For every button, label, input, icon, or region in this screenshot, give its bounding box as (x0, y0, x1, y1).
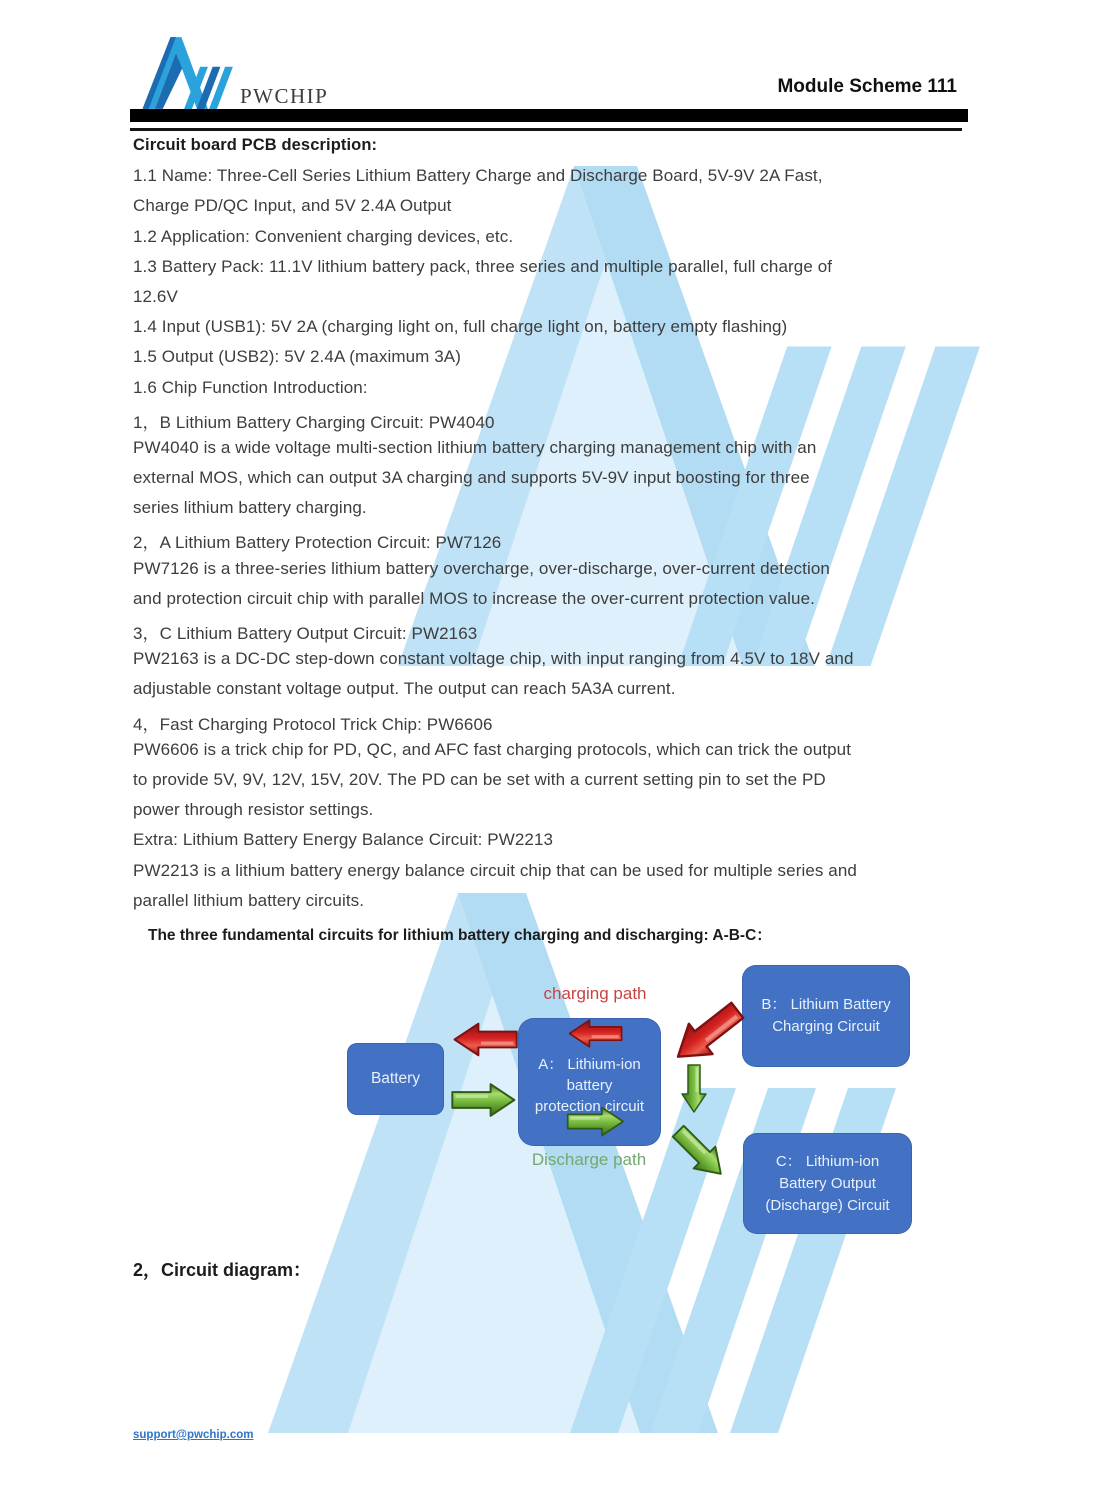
pcb-description-text (133, 136, 857, 921)
body-text-line: 1.4 Input (USB1): 5V 2A (charging light on, full charge light on, battery empty flashing) (133, 317, 788, 337)
red-charge-arrow-to-battery-icon (449, 1021, 521, 1058)
green-discharge-arrow-in-a-icon (564, 1105, 628, 1138)
body-text-line: power through resistor settings. (133, 800, 374, 820)
green-discharge-arrow-battery-to-a-icon (451, 1078, 517, 1122)
body-text-line: 1.5 Output (USB2): 5V 2.4A (maximum 3A) (133, 347, 461, 367)
body-text-line: 1.1 Name: Three-Cell Series Lithium Battery Charge and Discharge Board, 5V-9V 2A Fast, (133, 166, 823, 186)
document-title: Module Scheme 111 (777, 76, 957, 97)
charging-circuit-box (742, 965, 910, 1067)
body-text-line: Extra: Lithium Battery Energy Balance Circuit: PW2213 (133, 830, 554, 850)
body-text-line: 3，C Lithium Battery Output Circuit: PW2163 (133, 624, 478, 643)
body-text-line: 1.3 Battery Pack: 11.1V lithium battery pack, three series and multiple parallel, full charge of (133, 256, 833, 276)
c-box-line: (Discharge) Circuit (765, 1196, 890, 1214)
body-text-line: Charge PD/QC Input, and 5V 2.4A Output (133, 196, 452, 216)
output-circuit-box (743, 1133, 912, 1234)
c-box-line: Battery Output (779, 1174, 876, 1192)
pwchip-logo-icon (138, 34, 242, 112)
support-email-link[interactable]: support@pwchip.com (133, 1429, 254, 1441)
a-box-line: protection circuit (534, 1098, 645, 1115)
body-text-line: series lithium battery charging. (133, 498, 367, 518)
body-text-line: 1，B Lithium Battery Charging Circuit: PW4040 (133, 412, 495, 432)
red-charge-arrow-in-a-icon (566, 1018, 624, 1049)
body-text-line: parallel lithium battery circuits. (133, 890, 365, 910)
body-text-line: PW4040 is a wide voltage multi-section lithium battery charging management chip with an (133, 437, 817, 457)
body-text-line: and protection circuit chip with parallel MOS to increase the over-current protection value. (133, 588, 815, 608)
b-box-line: B： Lithium Battery (761, 996, 891, 1013)
body-text-line: 1.6 Chip Function Introduction: (133, 377, 368, 397)
body-text-line: PW6606 is a trick chip for PD, QC, and AFC fast charging protocols, which can trick the output (133, 739, 852, 759)
battery-box (347, 1043, 444, 1115)
body-text-line: 2，A Lithium Battery Protection Circuit: PW7126 (133, 533, 502, 553)
body-text-line: PW2213 is a lithium battery energy balance circuit chip that can be used for multiple series and (133, 860, 857, 880)
body-text-line: PW2163 is a DC-DC step-down constant voltage chip, with input ranging from 4.5V to 18V and (133, 649, 854, 669)
a-box-line: battery (566, 1077, 613, 1094)
green-discharge-arrow-down-icon (677, 1064, 711, 1114)
body-text-line: PW7126 is a three-series lithium battery overcharge, over-discharge, over-current detection (133, 558, 830, 578)
c-box-line: C： Lithium-ion (775, 1152, 880, 1170)
a-box-line: A： Lithium-ion (538, 1056, 641, 1073)
body-text-line: external MOS, which can output 3A charging and supports 5V-9V input boosting for three (133, 468, 810, 488)
body-text-line: 1.2 Application: Convenient charging devices, etc. (133, 226, 514, 246)
body-text-line: 4，Fast Charging Protocol Trick Chip: PW6606 (133, 714, 493, 734)
body-text-line: to provide 5V, 9V, 12V, 15V, 20V. The PD can be set with a current setting pin to set the PD (133, 769, 826, 789)
logo-wordmark: PWCHIP (240, 84, 329, 108)
body-text-line: adjustable constant voltage output. The output can reach 5A3A current. (133, 679, 676, 699)
header-rule-thick (130, 109, 968, 122)
body-text-line: Circuit board PCB description: (133, 136, 378, 154)
discharge-path-label: Discharge path (531, 1150, 647, 1169)
header-rule-thin (130, 128, 962, 131)
abc-circuits-subtitle: The three fundamental circuits for lithium battery charging and discharging: A-B-C： (148, 927, 772, 944)
b-box-line: Charging Circuit (772, 1018, 880, 1035)
circuit-diagram-heading: 2，Circuit diagram： (133, 1260, 312, 1280)
body-text-line: 12.6V (133, 286, 178, 306)
battery-box-label: Battery (370, 1070, 421, 1087)
charging-path-label: charging path (543, 984, 647, 1003)
